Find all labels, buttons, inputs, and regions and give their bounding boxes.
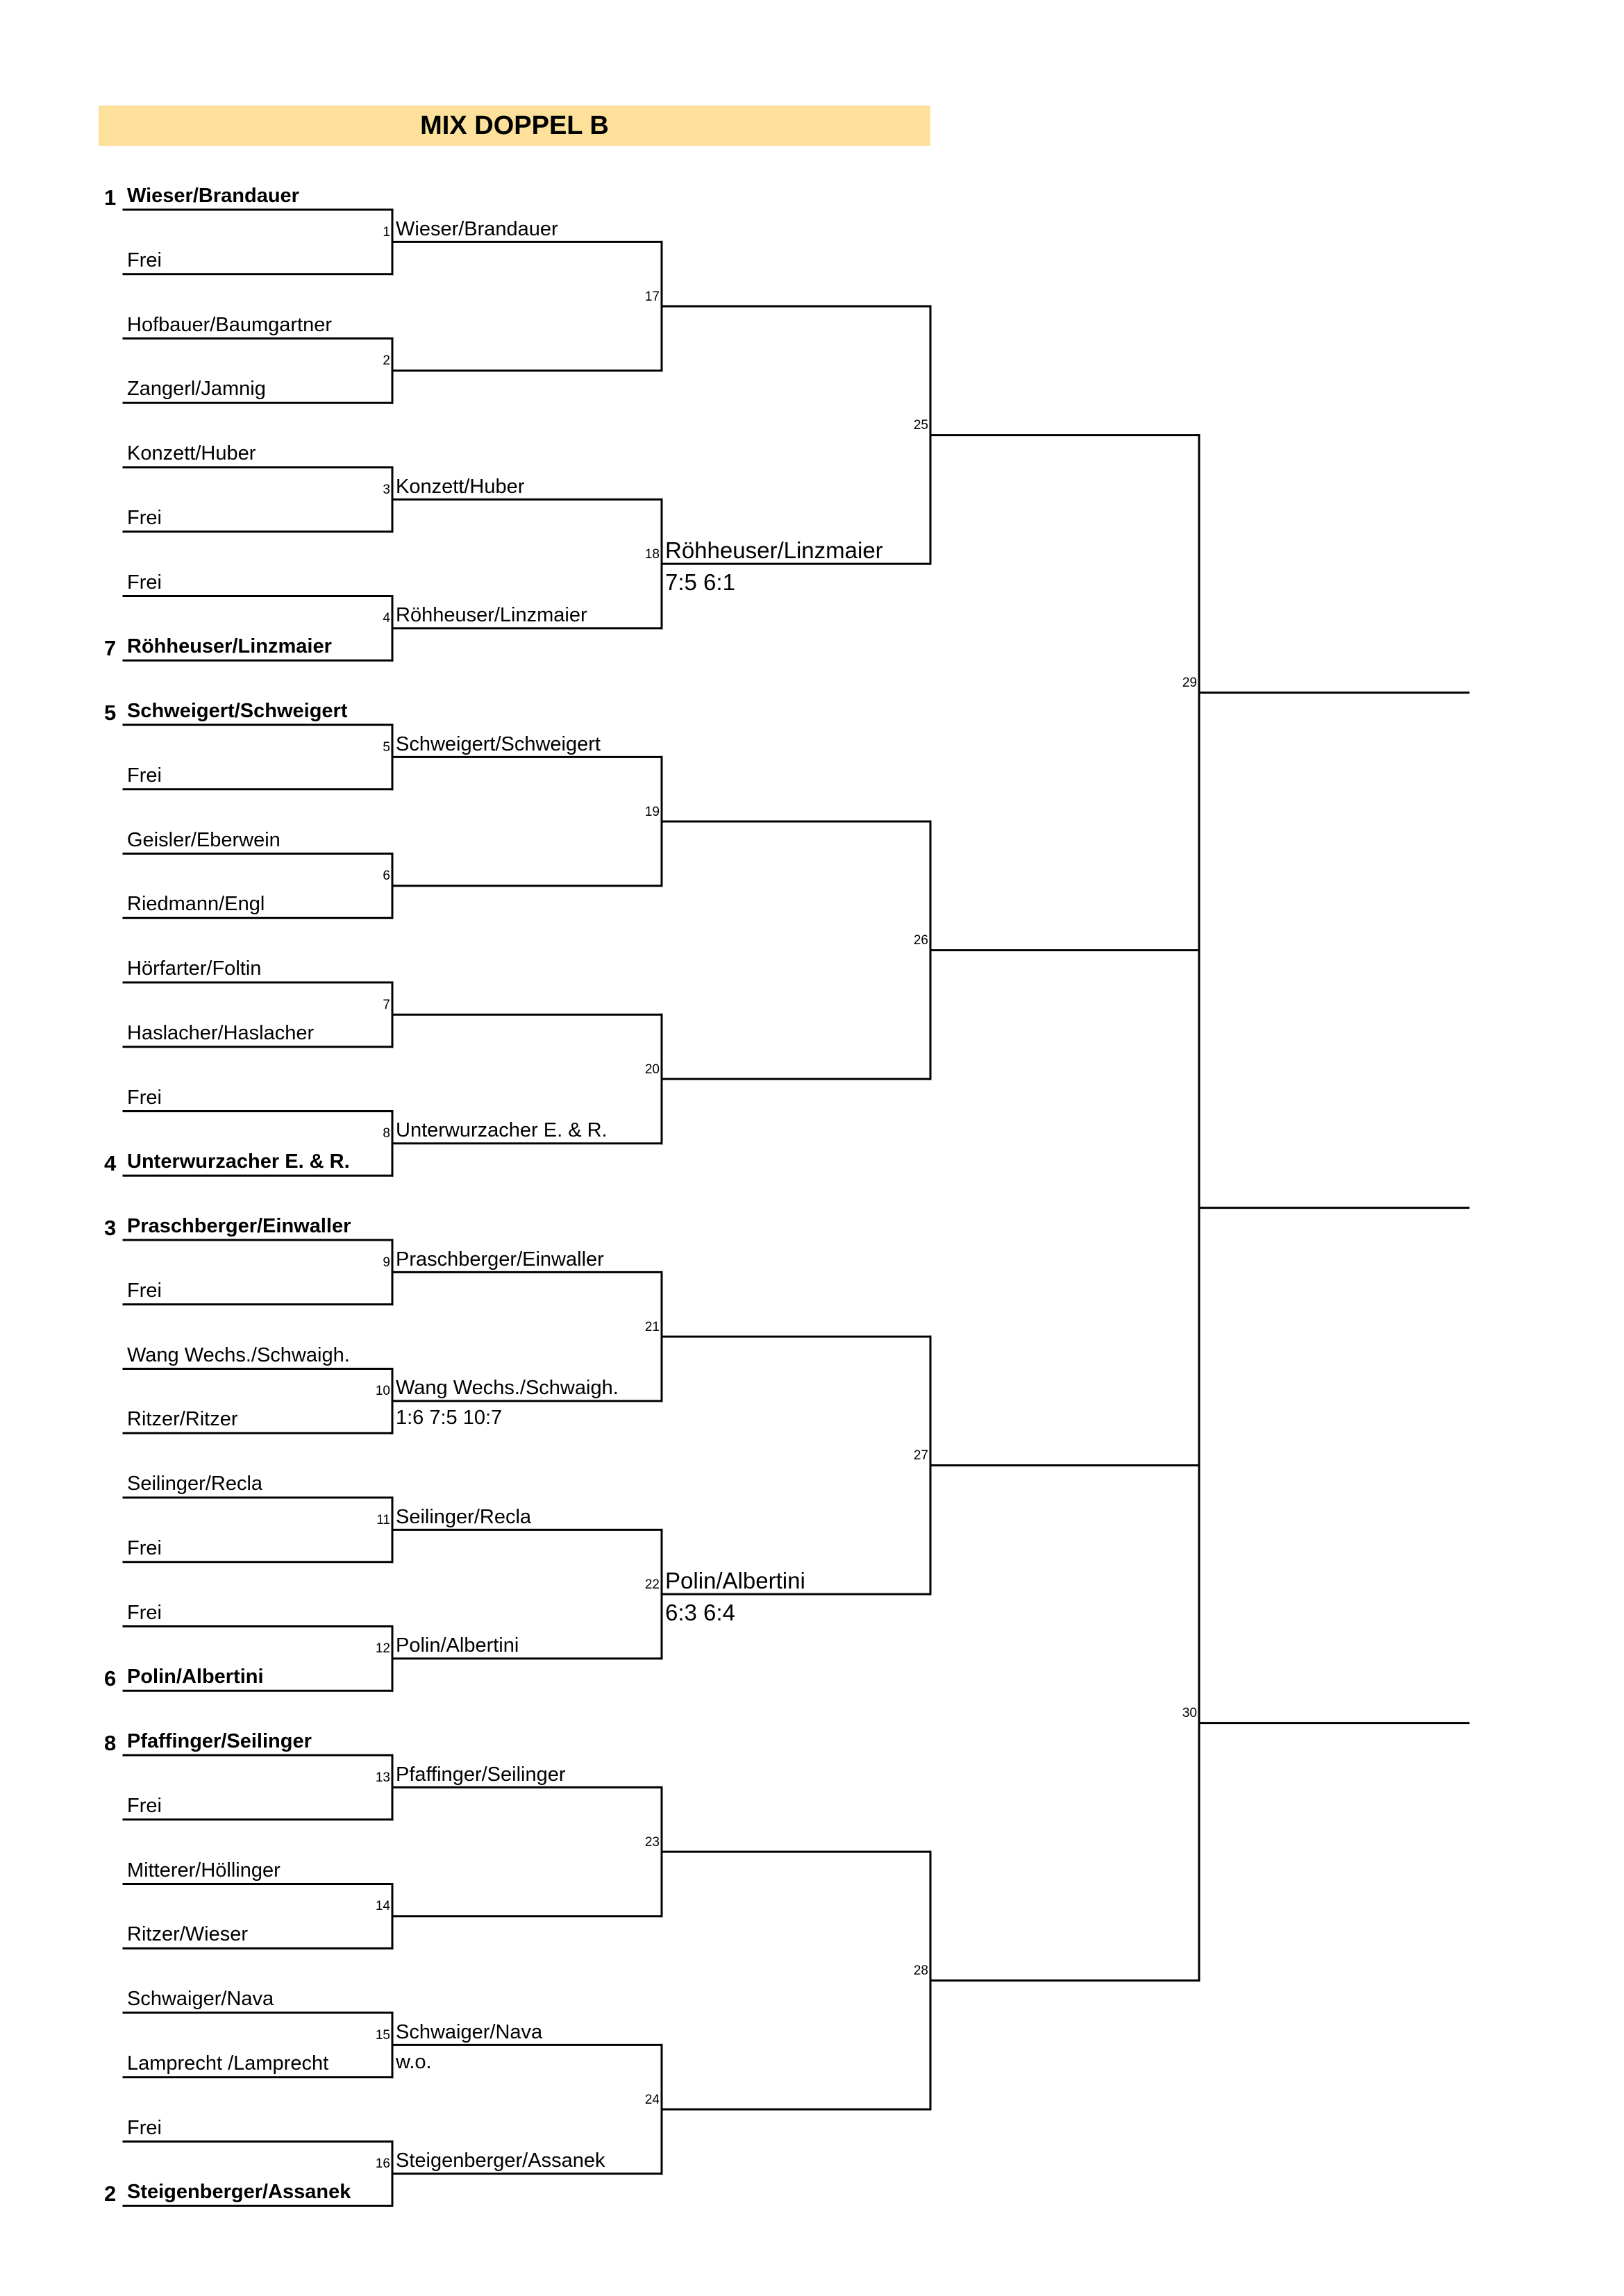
entry-name: Frei	[127, 2116, 162, 2139]
match-winner: Schwaiger/Nava	[396, 2020, 543, 2043]
entry-name: Mitterer/Höllinger	[127, 1859, 281, 1882]
entry-name: Steigenberger/Assanek	[127, 2181, 351, 2204]
match-number: 19	[644, 804, 660, 819]
match-number: 27	[913, 1448, 928, 1464]
match-winner: Röhheuser/Linzmaier	[665, 537, 883, 564]
match-number: 9	[383, 1255, 390, 1270]
match-number: 24	[644, 2092, 660, 2107]
entry-name: Unterwurzacher E. & R.	[127, 1150, 350, 1173]
match-winner: Polin/Albertini	[665, 1568, 805, 1594]
match-number: 30	[1182, 1706, 1197, 1721]
match-score: 1:6 7:5 10:7	[396, 1407, 503, 1430]
match-number: 25	[913, 418, 928, 433]
entry-name: Seilinger/Recla	[127, 1473, 263, 1495]
entry-name: Frei	[127, 571, 162, 594]
entry-name: Hörfarter/Foltin	[127, 957, 262, 980]
match-winner: Röhheuser/Linzmaier	[396, 604, 587, 627]
match-number: 20	[644, 1062, 660, 1077]
seed-number: 2	[104, 2181, 117, 2206]
match-number: 11	[376, 1512, 390, 1527]
seed-number: 4	[104, 1150, 117, 1175]
page-title: MIX DOPPEL B	[420, 111, 609, 140]
match-winner: Praschberger/Einwaller	[396, 1248, 604, 1271]
match-number: 22	[644, 1577, 660, 1592]
entry-name: Lamprecht /Lamprecht	[127, 2052, 329, 2075]
match-winner: Polin/Albertini	[396, 1634, 519, 1657]
match-number: 17	[644, 289, 660, 304]
entry-name: Praschberger/Einwaller	[127, 1215, 351, 1238]
seed-number: 6	[104, 1666, 117, 1691]
seed-number: 3	[104, 1215, 117, 1240]
match-number: 3	[383, 482, 390, 497]
match-number: 12	[375, 1641, 390, 1657]
match-winner: Steigenberger/Assanek	[396, 2150, 605, 2172]
match-number: 26	[913, 933, 928, 948]
match-winner: Wang Wechs./Schwaigh.	[396, 1377, 619, 1400]
match-number: 14	[375, 1899, 390, 1914]
entry-name: Ritzer/Ritzer	[127, 1408, 238, 1431]
match-number: 7	[383, 997, 390, 1012]
match-winner: Konzett/Huber	[396, 475, 525, 498]
entry-name: Hofbauer/Baumgartner	[127, 313, 332, 336]
seed-number: 5	[104, 700, 117, 725]
match-number: 18	[644, 546, 660, 562]
match-winner: Pfaffinger/Seilinger	[396, 1763, 566, 1786]
match-score: w.o.	[396, 2050, 432, 2073]
entry-name: Röhheuser/Linzmaier	[127, 635, 332, 658]
match-number: 5	[383, 739, 390, 755]
match-number: 16	[375, 2156, 390, 2172]
entry-name: Frei	[127, 1086, 162, 1109]
entry-name: Frei	[127, 1794, 162, 1817]
match-number: 13	[375, 1770, 390, 1785]
match-winner: Seilinger/Recla	[396, 1505, 532, 1528]
entry-name: Zangerl/Jamnig	[127, 378, 266, 401]
match-number: 1	[383, 224, 390, 240]
entry-name: Frei	[127, 1536, 162, 1559]
entry-name: Frei	[127, 1601, 162, 1624]
match-number: 23	[644, 1834, 660, 1850]
match-score: 6:3 6:4	[665, 1600, 735, 1626]
entry-name: Polin/Albertini	[127, 1666, 264, 1689]
match-number: 2	[383, 353, 390, 369]
entry-name: Konzett/Huber	[127, 442, 256, 465]
entry-name: Schwaiger/Nava	[127, 1988, 274, 2011]
match-score: 7:5 6:1	[665, 569, 735, 596]
entry-name: Wieser/Brandauer	[127, 185, 299, 208]
entry-name: Geisler/Eberwein	[127, 828, 281, 851]
match-number: 8	[383, 1126, 390, 1141]
entry-name: Pfaffinger/Seilinger	[127, 1730, 312, 1753]
match-winner: Schweigert/Schweigert	[396, 732, 601, 755]
entry-name: Haslacher/Haslacher	[127, 1021, 315, 1044]
match-number: 15	[375, 2027, 390, 2043]
match-winner: Unterwurzacher E. & R.	[396, 1119, 608, 1142]
seed-number: 8	[104, 1730, 117, 1755]
match-number: 4	[383, 611, 390, 626]
entry-name: Riedmann/Engl	[127, 893, 265, 916]
match-number: 21	[644, 1319, 660, 1334]
match-number: 28	[913, 1963, 928, 1979]
seed-number: 7	[104, 635, 117, 660]
entry-name: Frei	[127, 506, 162, 529]
match-number: 29	[1182, 676, 1197, 691]
entry-name: Frei	[127, 764, 162, 787]
entry-name: Frei	[127, 249, 162, 271]
entry-name: Frei	[127, 1279, 162, 1302]
match-number: 6	[383, 869, 390, 884]
match-number: 10	[375, 1384, 390, 1399]
entry-name: Ritzer/Wieser	[127, 1923, 249, 1946]
entry-name: Wang Wechs./Schwaigh.	[127, 1343, 350, 1366]
match-winner: Wieser/Brandauer	[396, 217, 558, 240]
seed-number: 1	[104, 185, 117, 210]
entry-name: Schweigert/Schweigert	[127, 700, 348, 723]
